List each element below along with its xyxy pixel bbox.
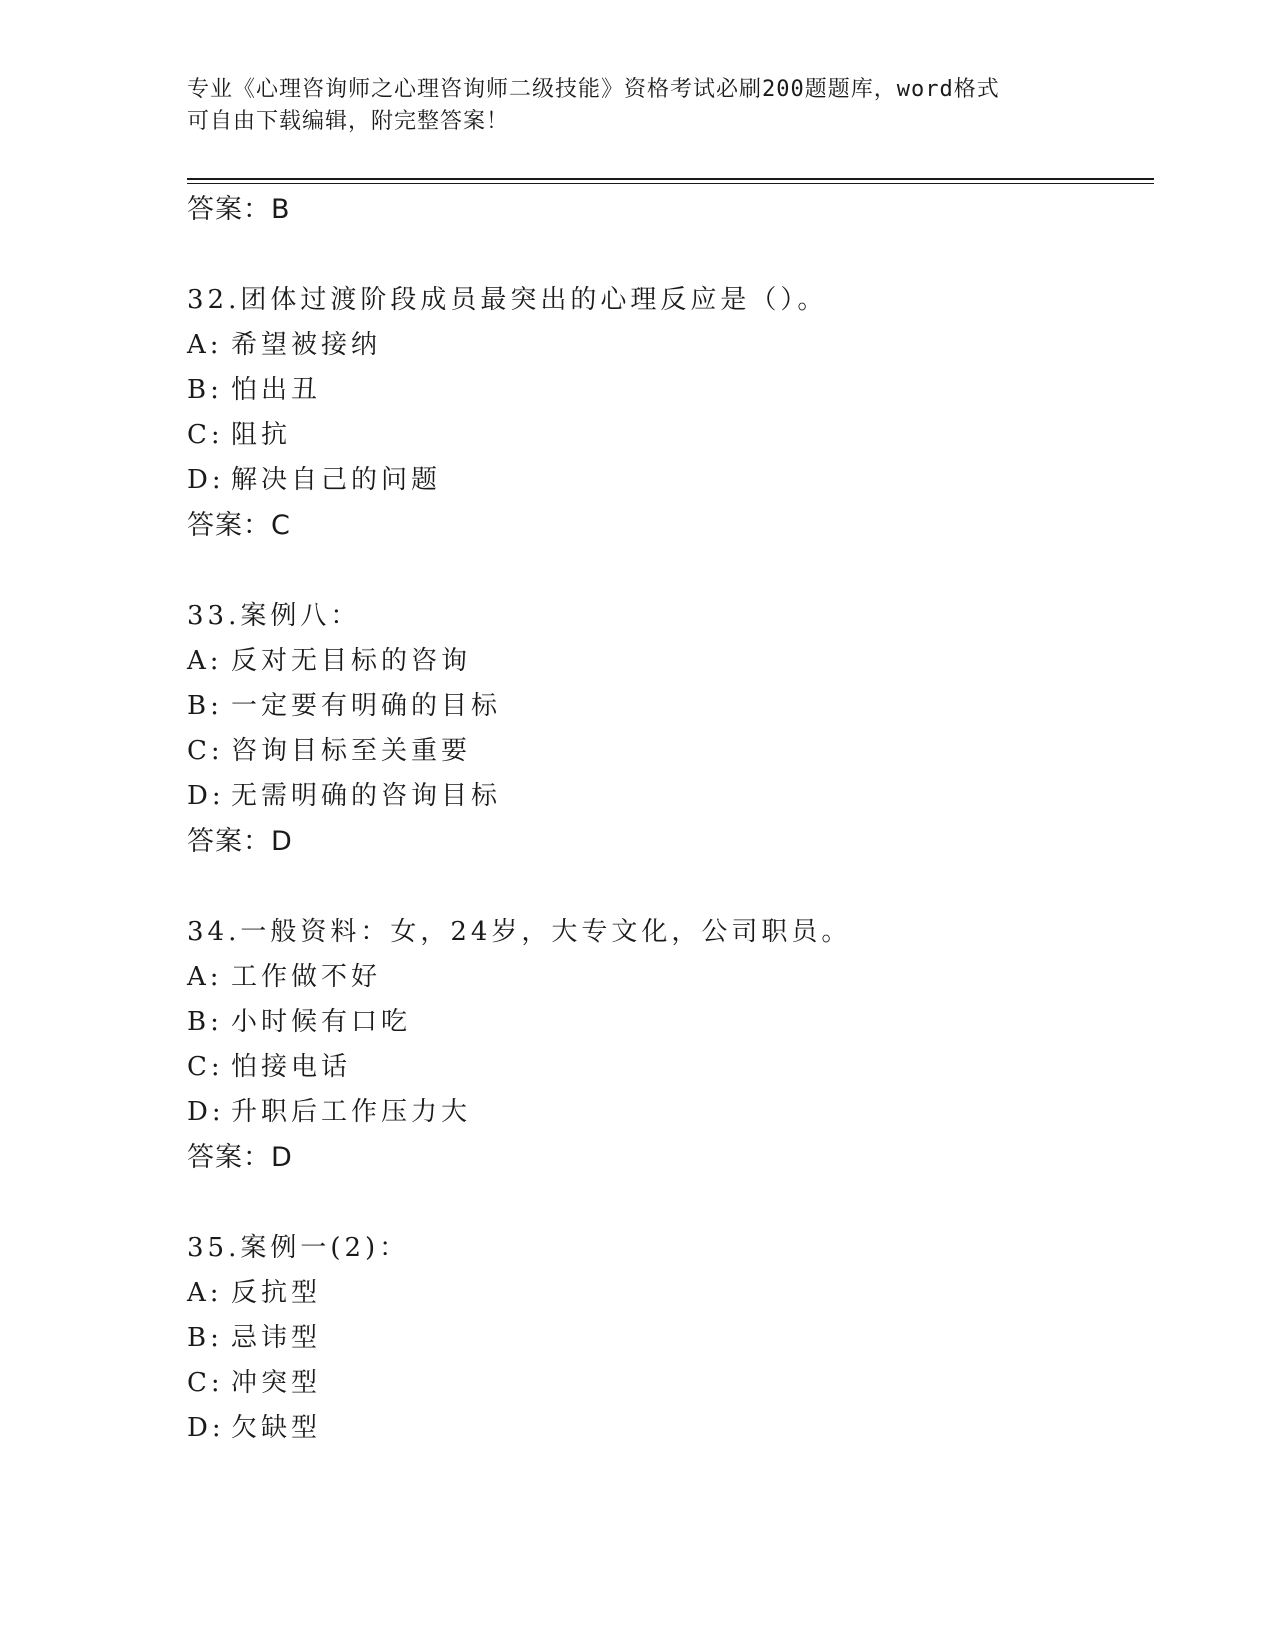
question-33-option-c [187,733,471,769]
question-32-option-b [187,372,321,408]
option-key: C: [187,736,224,766]
question-34-stem: 34.一般资料：女，24岁，大专文化，公司职员。 [187,917,852,947]
header-line-1: 专业《心理咨询师之心理咨询师二级技能》资格考试必刷200题题库，word格式 [187,77,1000,102]
option-text: 怕接电话 [231,1052,352,1082]
question-34-option-c [187,1049,351,1085]
question-35-option-a [187,1275,321,1311]
option-key: D: [187,781,225,811]
option-key: D: [187,1097,225,1127]
answer-32: 答案：C [187,510,291,541]
question-32-option-a [187,327,381,363]
header-divider-thin [187,183,1154,184]
option-text: 解决自己的问题 [231,465,442,495]
option-key: C: [187,1052,224,1082]
question-32-option-c [187,417,291,453]
question-35-option-d [187,1410,321,1446]
option-text: 咨询目标至关重要 [231,736,472,766]
question-35-stem: 35.案例一(2)： [187,1233,410,1263]
option-text: 欠缺型 [231,1413,322,1443]
option-text: 一定要有明确的目标 [231,691,502,721]
question-35-option-c [187,1365,321,1401]
option-key: B: [187,375,223,405]
option-text: 忌讳型 [231,1323,322,1353]
answer-31: 答案：B [187,194,291,225]
option-key: C: [187,420,224,450]
question-33-stem: 33.案例八： [187,601,361,631]
option-key: B: [187,1323,223,1353]
question-34-option-d [187,1094,471,1130]
question-34-option-a [187,959,381,995]
option-text: 无需明确的咨询目标 [231,781,502,811]
question-35-option-b [187,1320,321,1356]
question-33-option-d [187,778,501,814]
option-text: 冲突型 [231,1368,322,1398]
option-text: 小时候有口吃 [231,1007,412,1037]
question-32-stem: 32.团体过渡阶段成员最突出的心理反应是（）。 [187,285,828,315]
option-text: 反抗型 [231,1278,322,1308]
question-33-option-b [187,688,501,724]
answer-33: 答案：D [187,826,293,857]
option-text: 怕出丑 [231,375,322,405]
question-33-option-a [187,643,471,679]
option-key: D: [187,1413,225,1443]
option-text: 阻抗 [231,420,292,450]
option-text: 升职后工作压力大 [231,1097,472,1127]
header-line-2: 可自由下载编辑，附完整答案！ [187,109,510,134]
header-divider-thick [187,178,1154,180]
option-key: A: [187,330,223,360]
answer-34: 答案：D [187,1142,293,1173]
option-key: A: [187,646,223,676]
question-32-option-d [187,462,441,498]
option-key: B: [187,1007,223,1037]
option-text: 反对无目标的咨询 [231,646,472,676]
option-text: 希望被接纳 [231,330,382,360]
option-key: B: [187,691,223,721]
question-34-option-b [187,1004,411,1040]
option-key: A: [187,962,223,992]
option-key: A: [187,1278,223,1308]
document-header [187,74,1087,138]
option-key: C: [187,1368,224,1398]
option-text: 工作做不好 [231,962,382,992]
option-key: D: [187,465,225,495]
